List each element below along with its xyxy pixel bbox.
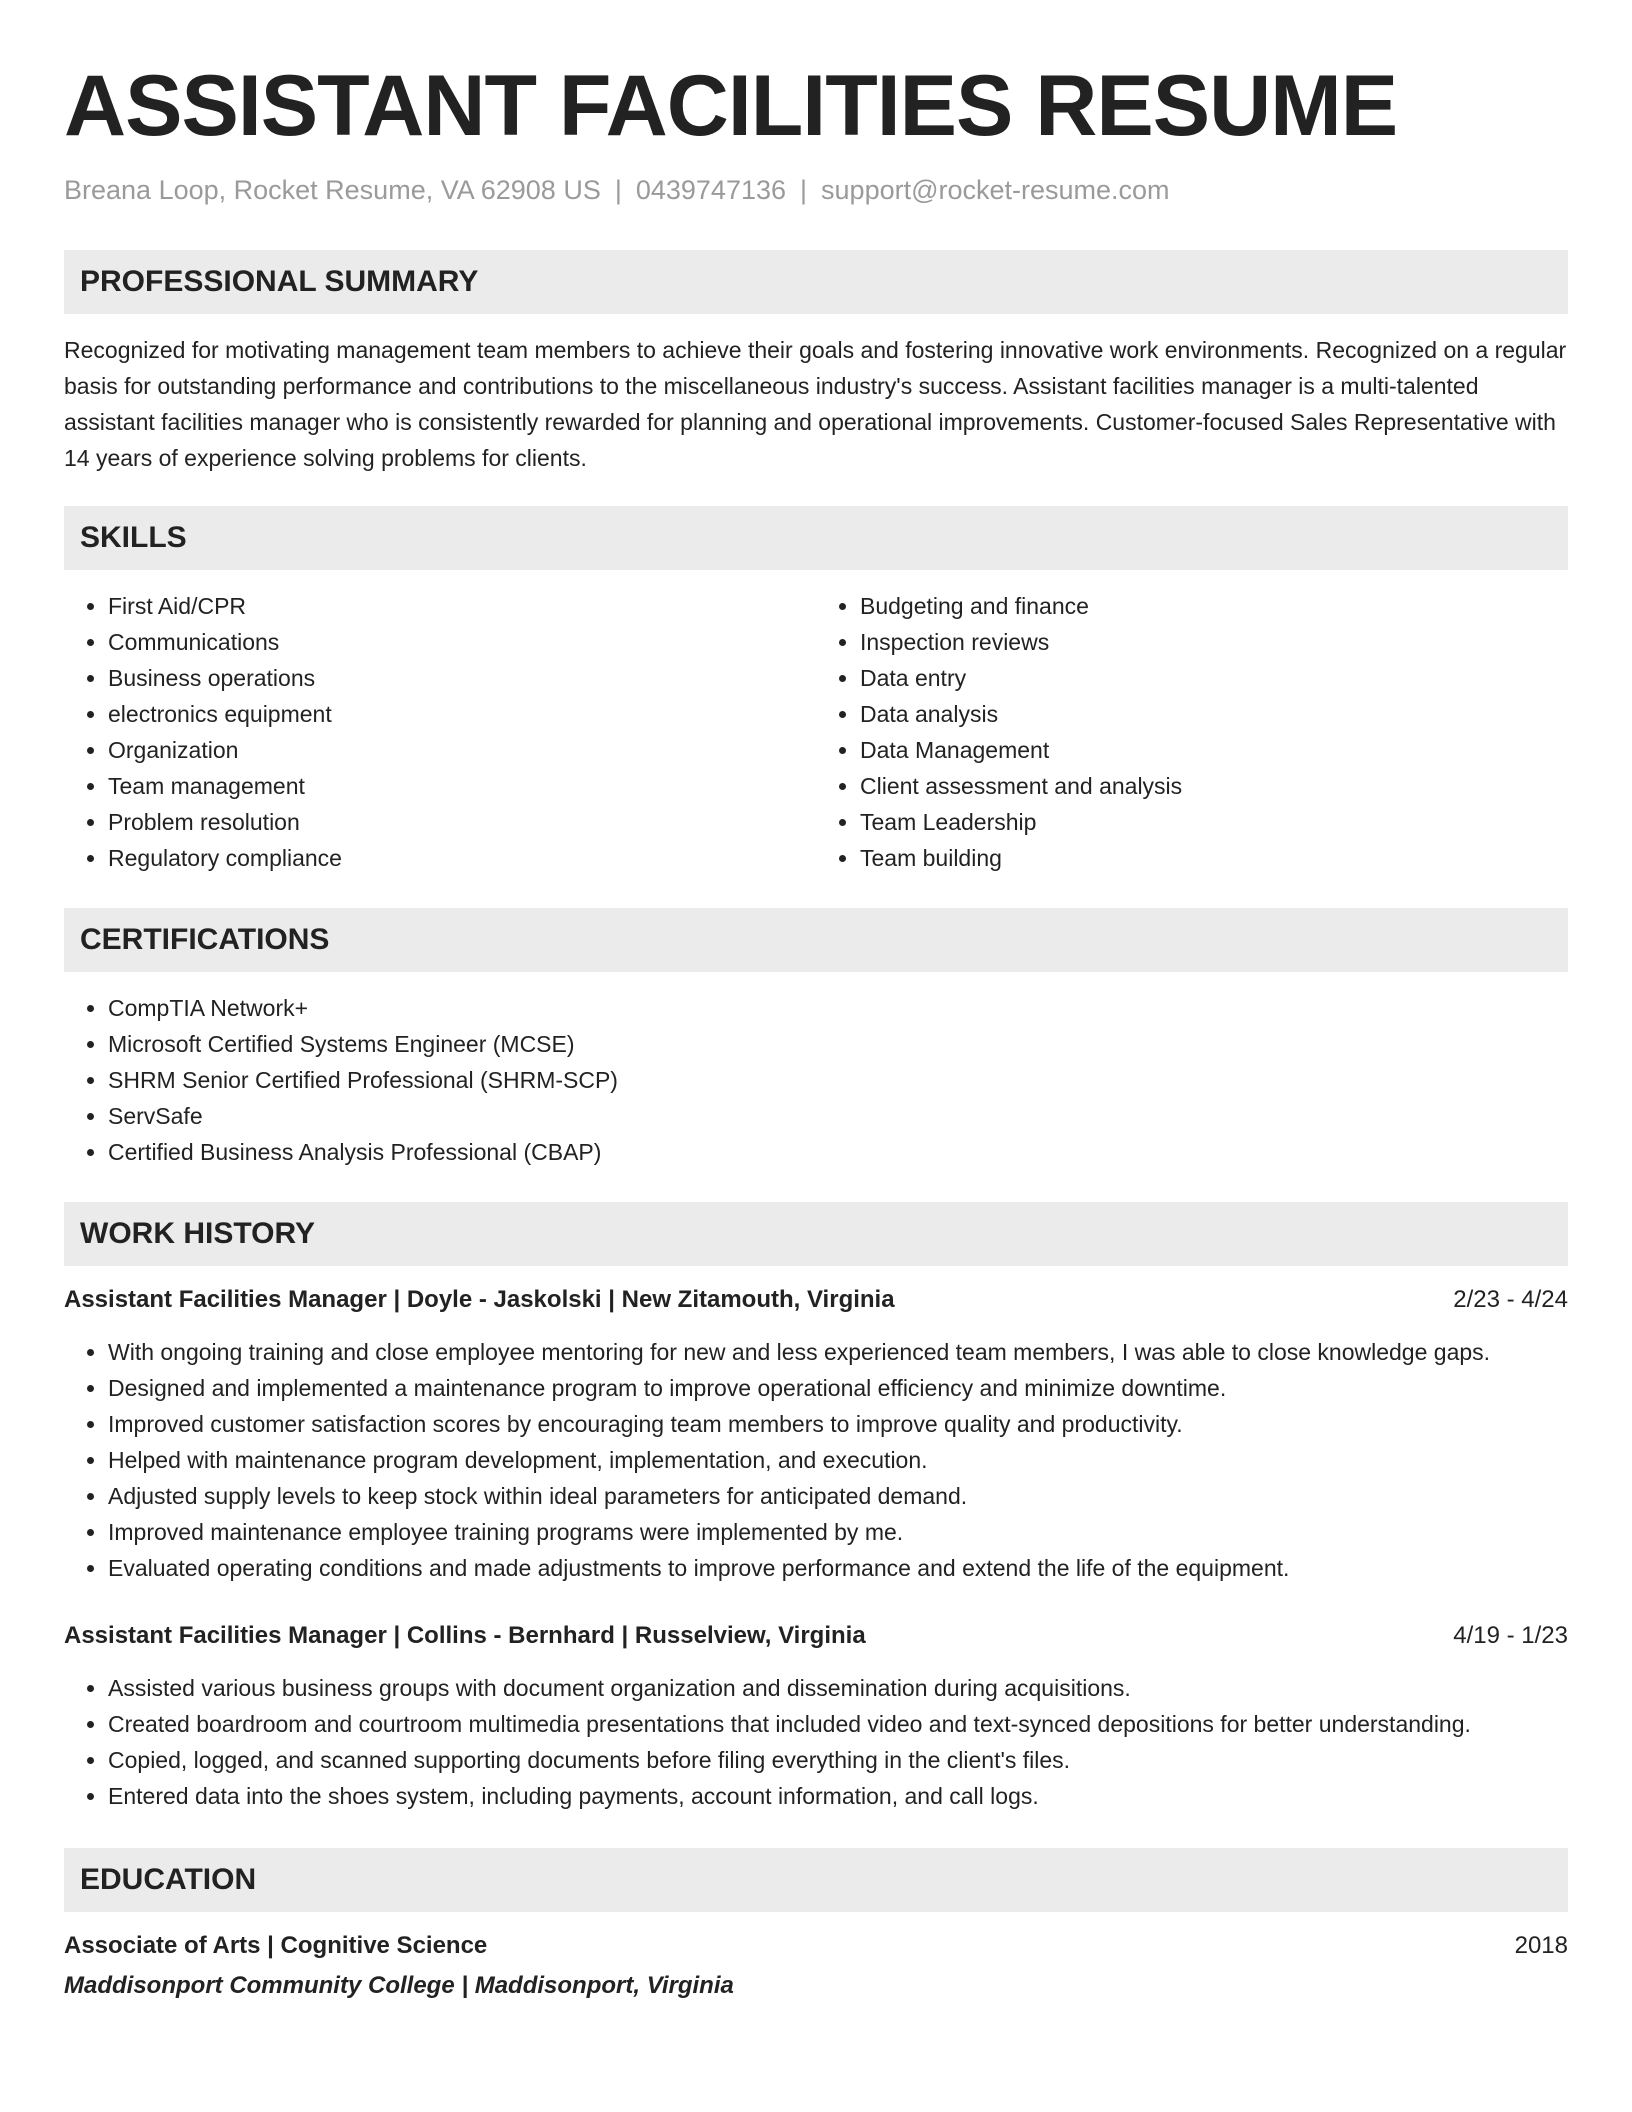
skills-column-left: [64, 588, 816, 876]
job-bullet: • With ongoing training and close employee mentoring for new and less experienced team members, I was able to close knowledge gaps.: [108, 1334, 1568, 1370]
certifications-list: [64, 990, 1568, 1170]
job-bullet: • Copied, logged, and scanned supporting documents before filing everything in the client's files.: [108, 1742, 1568, 1778]
job-dates: 2/23 - 4/24: [1453, 1286, 1568, 1313]
certification-item: • ServSafe: [108, 1098, 1568, 1134]
skill-item: • Team management: [108, 768, 816, 804]
section-heading-education: EDUCATION: [64, 1848, 1568, 1912]
job-bullet: • Entered data into the shoes system, including payments, account information, and call logs.: [108, 1778, 1568, 1814]
job-entry: [64, 1282, 1568, 1586]
job-title: Assistant Facilities Manager | Collins - Bernhard | Russelview, Virginia: [64, 1622, 866, 1649]
job-entry: [64, 1618, 1568, 1814]
section-heading-work-history: WORK HISTORY: [64, 1202, 1568, 1266]
contact-separator: |: [800, 175, 808, 205]
job-bullets: [64, 1334, 1568, 1586]
skills-list: [64, 588, 1568, 876]
skills-column-right: [816, 588, 1568, 876]
skill-item: • Organization: [108, 732, 816, 768]
skill-item: • Inspection reviews: [860, 624, 1568, 660]
education-header: [64, 1928, 1568, 1964]
skill-item: • Regulatory compliance: [108, 840, 816, 876]
education-entry: [64, 1928, 1568, 2004]
job-header: [64, 1282, 1568, 1318]
skill-item: • Team building: [860, 840, 1568, 876]
skill-item: • Client assessment and analysis: [860, 768, 1568, 804]
certification-item: • Microsoft Certified Systems Engineer (MCSE): [108, 1026, 1568, 1062]
job-dates: 4/19 - 1/23: [1453, 1622, 1568, 1649]
job-bullet: • Helped with maintenance program development, implementation, and execution.: [108, 1442, 1568, 1478]
job-bullet: • Improved customer satisfaction scores by encouraging team members to improve quality and productivity.: [108, 1406, 1568, 1442]
section-heading-skills: SKILLS: [64, 506, 1568, 570]
skill-item: • Data analysis: [860, 696, 1568, 732]
job-bullet: • Created boardroom and courtroom multimedia presentations that included video and text-synced depositions for better understanding.: [108, 1706, 1568, 1742]
skill-item: • Budgeting and finance: [860, 588, 1568, 624]
education-school: Maddisonport Community College | Maddisonport, Virginia: [64, 1972, 734, 1999]
contact-email: support@rocket-resume.com: [821, 175, 1170, 205]
summary-text: Recognized for motivating management team members to achieve their goals and fostering innovative work environments. Recognized on a regular basis for outstanding performance and contributions to the miscellaneous industry's success. Assistant facilities manager is a multi-talented assistant facilities manager who is consistently rewarded for planning and operational improvements. Customer-focused Sales Representative with 14 years of experience solving problems for clients.: [64, 337, 1567, 471]
job-bullet: • Adjusted supply levels to keep stock within ideal parameters for anticipated demand.: [108, 1478, 1568, 1514]
contact-line: [64, 172, 1568, 208]
section-heading-summary: PROFESSIONAL SUMMARY: [64, 250, 1568, 314]
skill-item: • Data entry: [860, 660, 1568, 696]
education-degree: Associate of Arts | Cognitive Science: [64, 1932, 488, 1959]
job-bullet: • Assisted various business groups with document organization and dissemination during acquisitions.: [108, 1670, 1568, 1706]
skill-item: • Team Leadership: [860, 804, 1568, 840]
certification-item: • CompTIA Network+: [108, 990, 1568, 1026]
section-heading-certifications: CERTIFICATIONS: [64, 908, 1568, 972]
skill-item: • electronics equipment: [108, 696, 816, 732]
contact-separator: |: [614, 175, 622, 205]
job-title: Assistant Facilities Manager | Doyle - Jaskolski | New Zitamouth, Virginia: [64, 1286, 895, 1313]
job-bullet: • Evaluated operating conditions and made adjustments to improve performance and extend the life of the equipment.: [108, 1550, 1568, 1586]
contact-address: Breana Loop, Rocket Resume, VA 62908 US: [64, 175, 601, 205]
certification-item: • SHRM Senior Certified Professional (SHRM-SCP): [108, 1062, 1568, 1098]
resume-title: ASSISTANT FACILITIES RESUME: [64, 58, 1398, 154]
job-bullet: • Designed and implemented a maintenance program to improve operational efficiency and minimize downtime.: [108, 1370, 1568, 1406]
skill-item: • First Aid/CPR: [108, 588, 816, 624]
job-header: [64, 1618, 1568, 1654]
contact-phone: 0439747136: [635, 175, 787, 205]
education-year: 2018: [1514, 1932, 1568, 1959]
skill-item: • Data Management: [860, 732, 1568, 768]
skill-item: • Business operations: [108, 660, 816, 696]
job-bullet: • Improved maintenance employee training programs were implemented by me.: [108, 1514, 1568, 1550]
skill-item: • Communications: [108, 624, 816, 660]
job-bullets: [64, 1670, 1568, 1814]
certification-item: • Certified Business Analysis Professional (CBAP): [108, 1134, 1568, 1170]
skill-item: • Problem resolution: [108, 804, 816, 840]
